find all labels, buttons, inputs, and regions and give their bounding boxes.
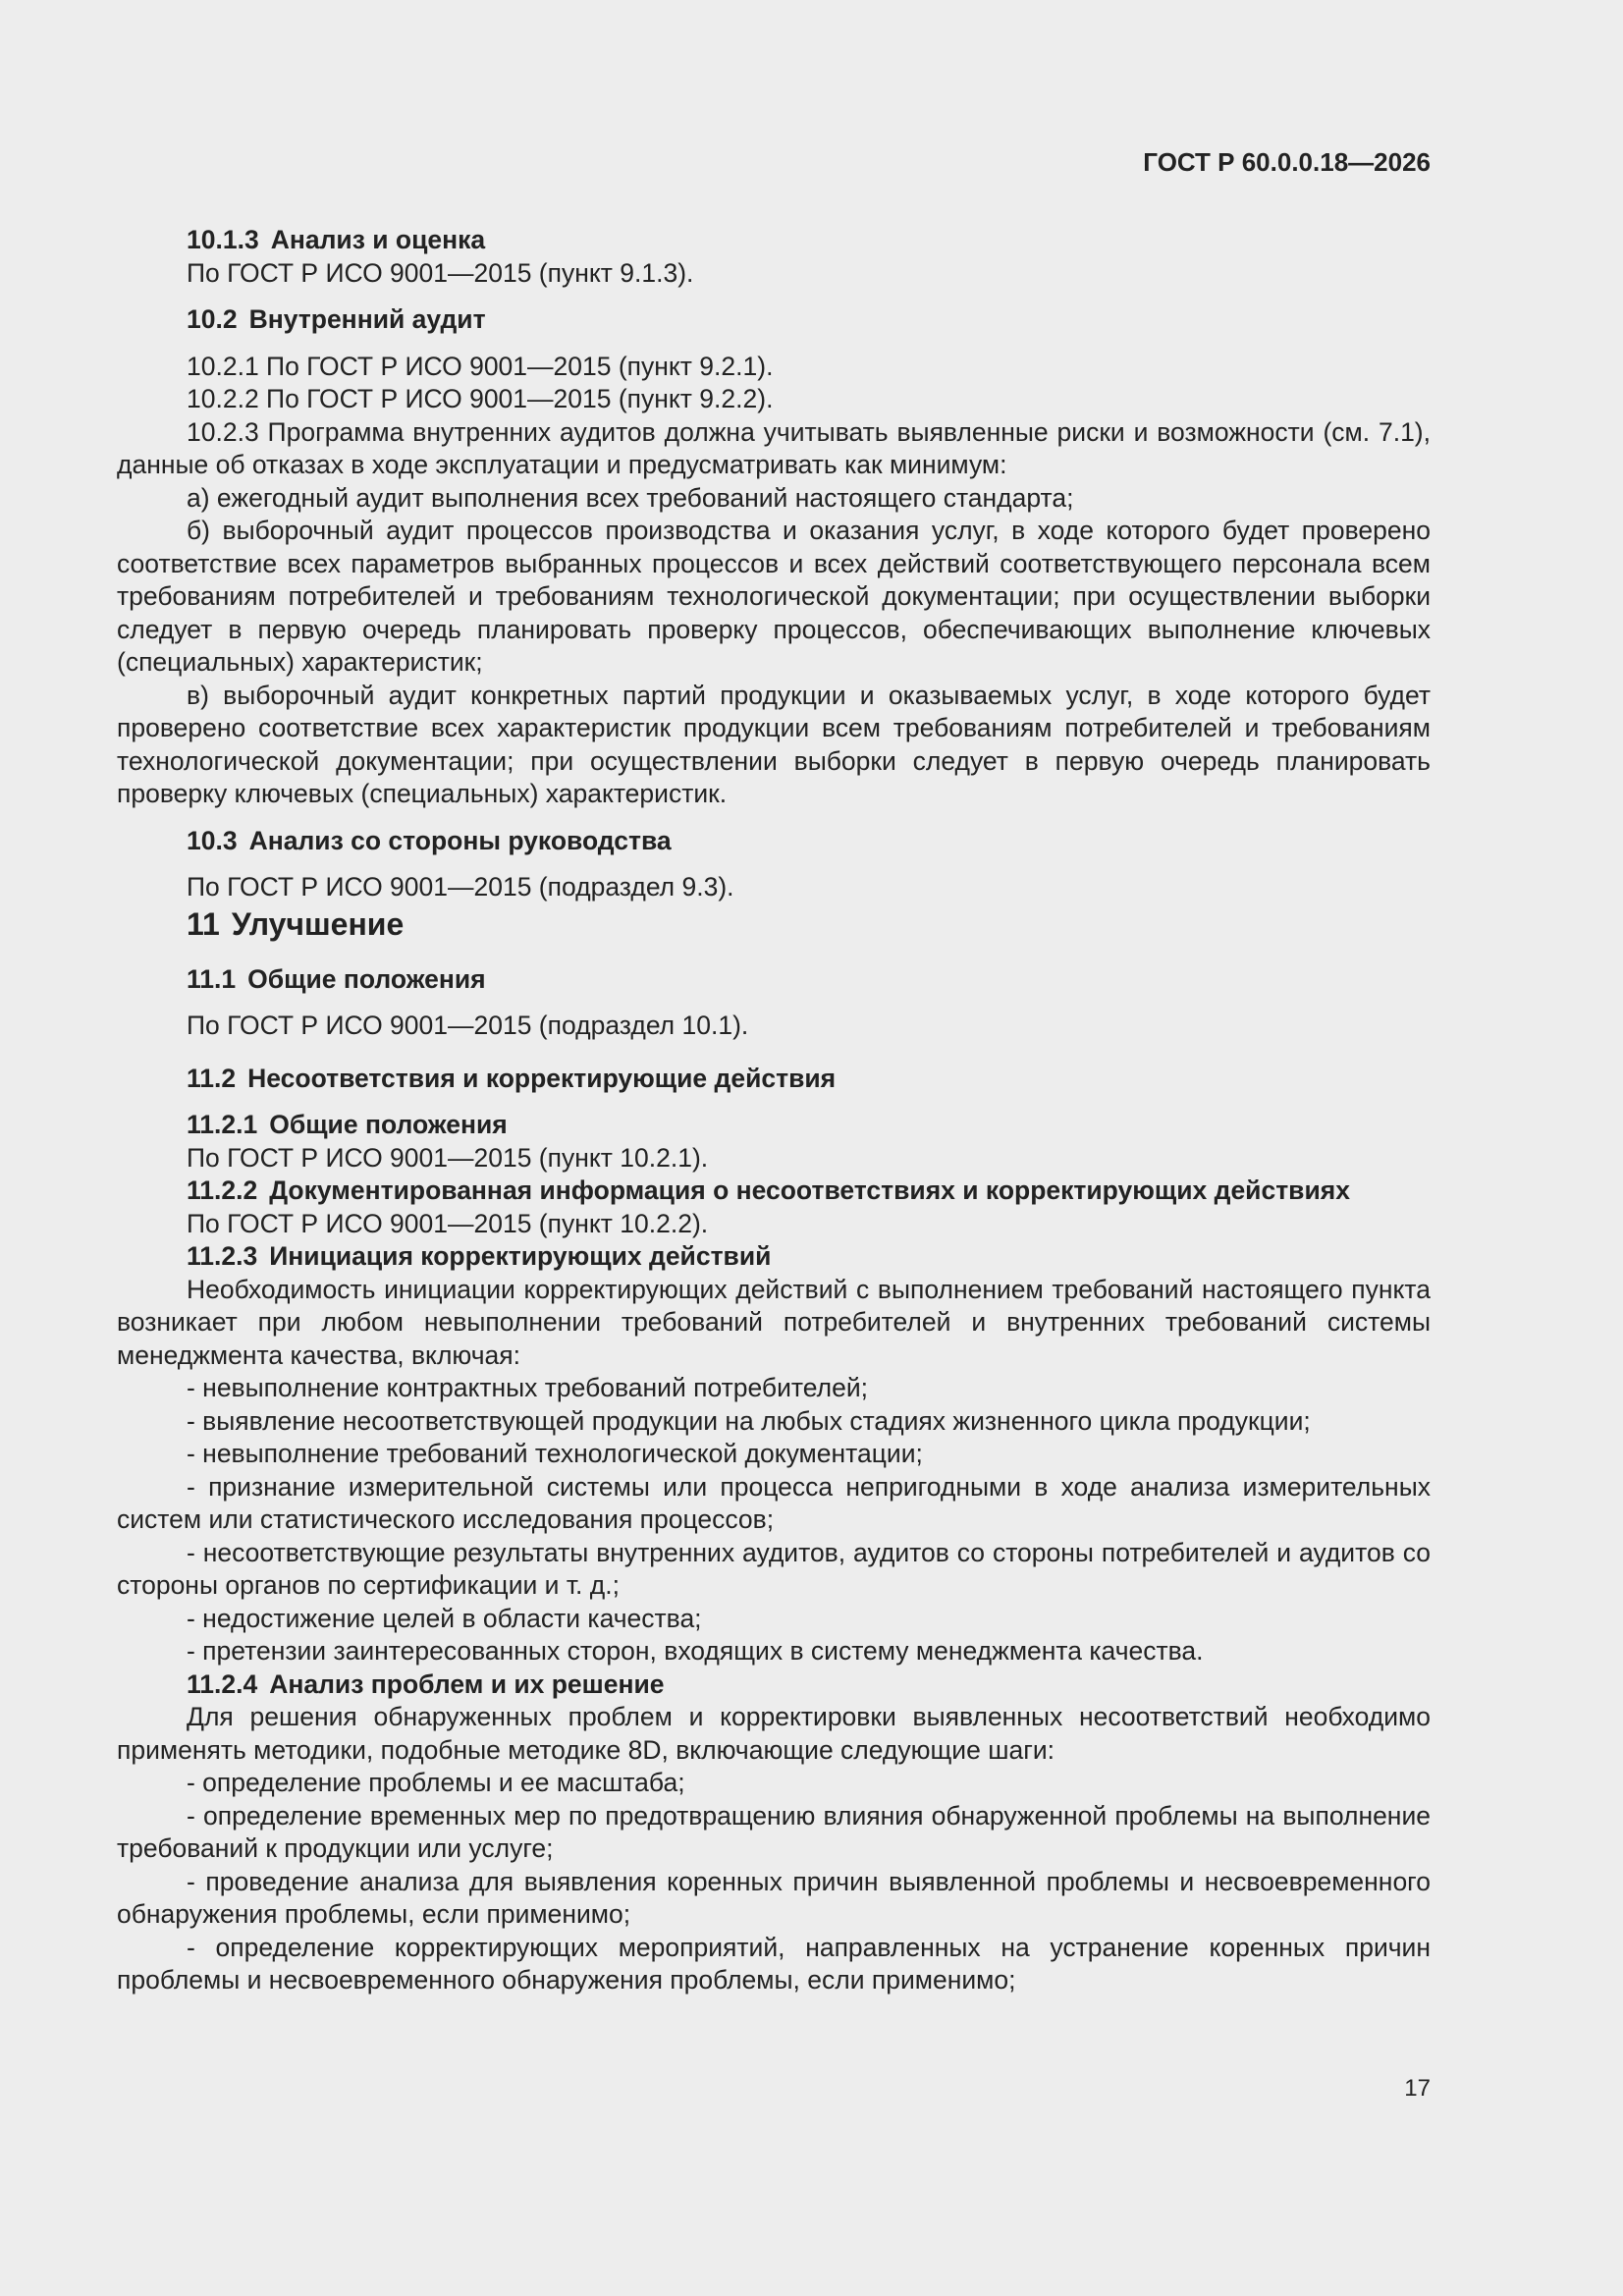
list-item: - невыполнение контрактных требований потребителей;: [187, 1373, 868, 1402]
heading-11-2-1: [117, 1109, 1431, 1142]
list-item: а) ежегодный аудит выполнения всех требований настоящего стандарта;: [187, 482, 1074, 513]
section-title: Общие положения: [247, 963, 486, 994]
list-item: в) выборочный аудит конкретных партий продукции и оказываемых услуг, в ходе которого будет проверено соответствие всех характеристик продукции всем требованиям потребителей и требованиям технологической документации; при осуществлении выборки следует в первую очередь планировать проверку ключевых (специальных) характеристик.: [117, 680, 1431, 808]
section-number: 10.3: [187, 825, 238, 855]
paragraph: 10.2.2 По ГОСТ Р ИСО 9001—2015 (пункт 9.2.2).: [187, 384, 774, 413]
section-title: Улучшение: [231, 905, 405, 942]
section-title: Анализ и оценка: [270, 225, 486, 254]
paragraph: Необходимость инициации корректирующих действий с выполнением требований настоящего пункта возникает при любом невыполнении требований потребителей и внутренних требований системы менеджмента качества, включая:: [117, 1274, 1431, 1370]
section-title: Внутренний аудит: [248, 304, 486, 334]
paragraph: По ГОСТ Р ИСО 9001—2015 (пункт 9.1.3).: [187, 257, 694, 288]
paragraph: Для решения обнаруженных проблем и корректировки выявленных несоответствий необходимо применять методики, подобные методике 8D, включающие следующие шаги:: [117, 1702, 1431, 1765]
section-number: 11.2.2: [187, 1175, 258, 1205]
paragraph: По ГОСТ Р ИСО 9001—2015 (пункт 10.2.2).: [187, 1208, 709, 1238]
heading-10-3: [117, 825, 1431, 858]
list-item: - несоответствующие результаты внутренних аудитов, аудитов со стороны потребителей и аудитов со стороны органов по сертификации и т. д.;: [117, 1537, 1431, 1600]
list-item: - претензии заинтересованных сторон, входящих в систему менеджмента качества.: [187, 1636, 1204, 1666]
heading-11: [117, 904, 1431, 944]
section-number: 11.2.1: [187, 1110, 258, 1139]
list-item: - невыполнение требований технологической документации;: [187, 1439, 923, 1468]
section-number: 11.2.4: [187, 1668, 258, 1699]
paragraph: 10.2.3 Программа внутренних аудитов должна учитывать выявленные риски и возможности (см. 7.1), данные об отказах в ходе эксплуатации и предусматривать как минимум:: [117, 416, 1431, 479]
paragraph: По ГОСТ Р ИСО 9001—2015 (пункт 10.2.1).: [187, 1142, 709, 1173]
list-item: - признание измерительной системы или процесса непригодными в ходе анализа измерительных систем или статистического исследования процессов;: [117, 1471, 1431, 1534]
heading-11-2-3: [117, 1240, 1431, 1274]
document-body: [117, 224, 1431, 1997]
list-item: - проведение анализа для выявления коренных причин выявленной проблемы и несвоевременного обнаружения проблемы, если применимо;: [117, 1866, 1431, 1929]
section-title: Инициация корректирующих действий: [269, 1241, 772, 1271]
heading-11-2-4: [117, 1668, 1431, 1702]
heading-11-1: [117, 963, 1431, 997]
section-title: Анализ со стороны руководства: [248, 825, 672, 855]
heading-11-2-2: [117, 1175, 1431, 1208]
list-item: - выявление несоответствующей продукции на любых стадиях жизненного цикла продукции;: [187, 1405, 1311, 1436]
list-item: - определение временных мер по предотвращению влияния обнаруженной проблемы на выполнение требований к продукции или услуге;: [117, 1800, 1431, 1863]
section-number: 10.2: [187, 304, 238, 334]
section-number: 10.1.3: [187, 225, 259, 254]
paragraph: По ГОСТ Р ИСО 9001—2015 (подраздел 10.1).: [187, 1011, 749, 1040]
section-title: Анализ проблем и их решение: [269, 1668, 665, 1699]
list-item: - определение корректирующих мероприятий, направленных на устранение коренных причин проблемы и несвоевременного обнаружения проблемы, если применимо;: [117, 1932, 1431, 1995]
section-number: 11.2: [187, 1063, 237, 1093]
list-item: - определение проблемы и ее масштаба;: [187, 1768, 685, 1797]
section-number: 11.2.3: [187, 1241, 258, 1271]
page-number: 17: [1404, 2075, 1431, 2102]
section-number: 11.1: [187, 963, 237, 994]
paragraph: По ГОСТ Р ИСО 9001—2015 (подраздел 9.3).: [187, 872, 734, 902]
section-title: Документированная информация о несоответствиях и корректирующих действиях: [269, 1175, 1350, 1205]
list-item: б) выборочный аудит процессов производства и оказания услуг, в ходе которого будет проверено соответствие всех параметров выбранных процессов и всех действий соответствующего персонала всем требованиям потребителей и требованиям технологической документации; при осуществлении выборки следует в первую очередь планировать проверку процессов, обеспечивающих выполнение ключевых (специальных) характеристик;: [117, 516, 1431, 677]
section-title: Несоответствия и корректирующие действия: [247, 1063, 837, 1093]
list-item: - недостижение целей в области качества;: [187, 1603, 702, 1633]
heading-10-1-3: [117, 224, 1431, 257]
document-code-header: ГОСТ Р 60.0.0.18—2026: [1143, 147, 1431, 177]
section-number: 11: [187, 905, 220, 942]
heading-11-2: [117, 1063, 1431, 1096]
heading-10-2: [117, 303, 1431, 337]
section-title: Общие положения: [269, 1110, 508, 1139]
paragraph: 10.2.1 По ГОСТ Р ИСО 9001—2015 (пункт 9.2.1).: [187, 351, 774, 381]
